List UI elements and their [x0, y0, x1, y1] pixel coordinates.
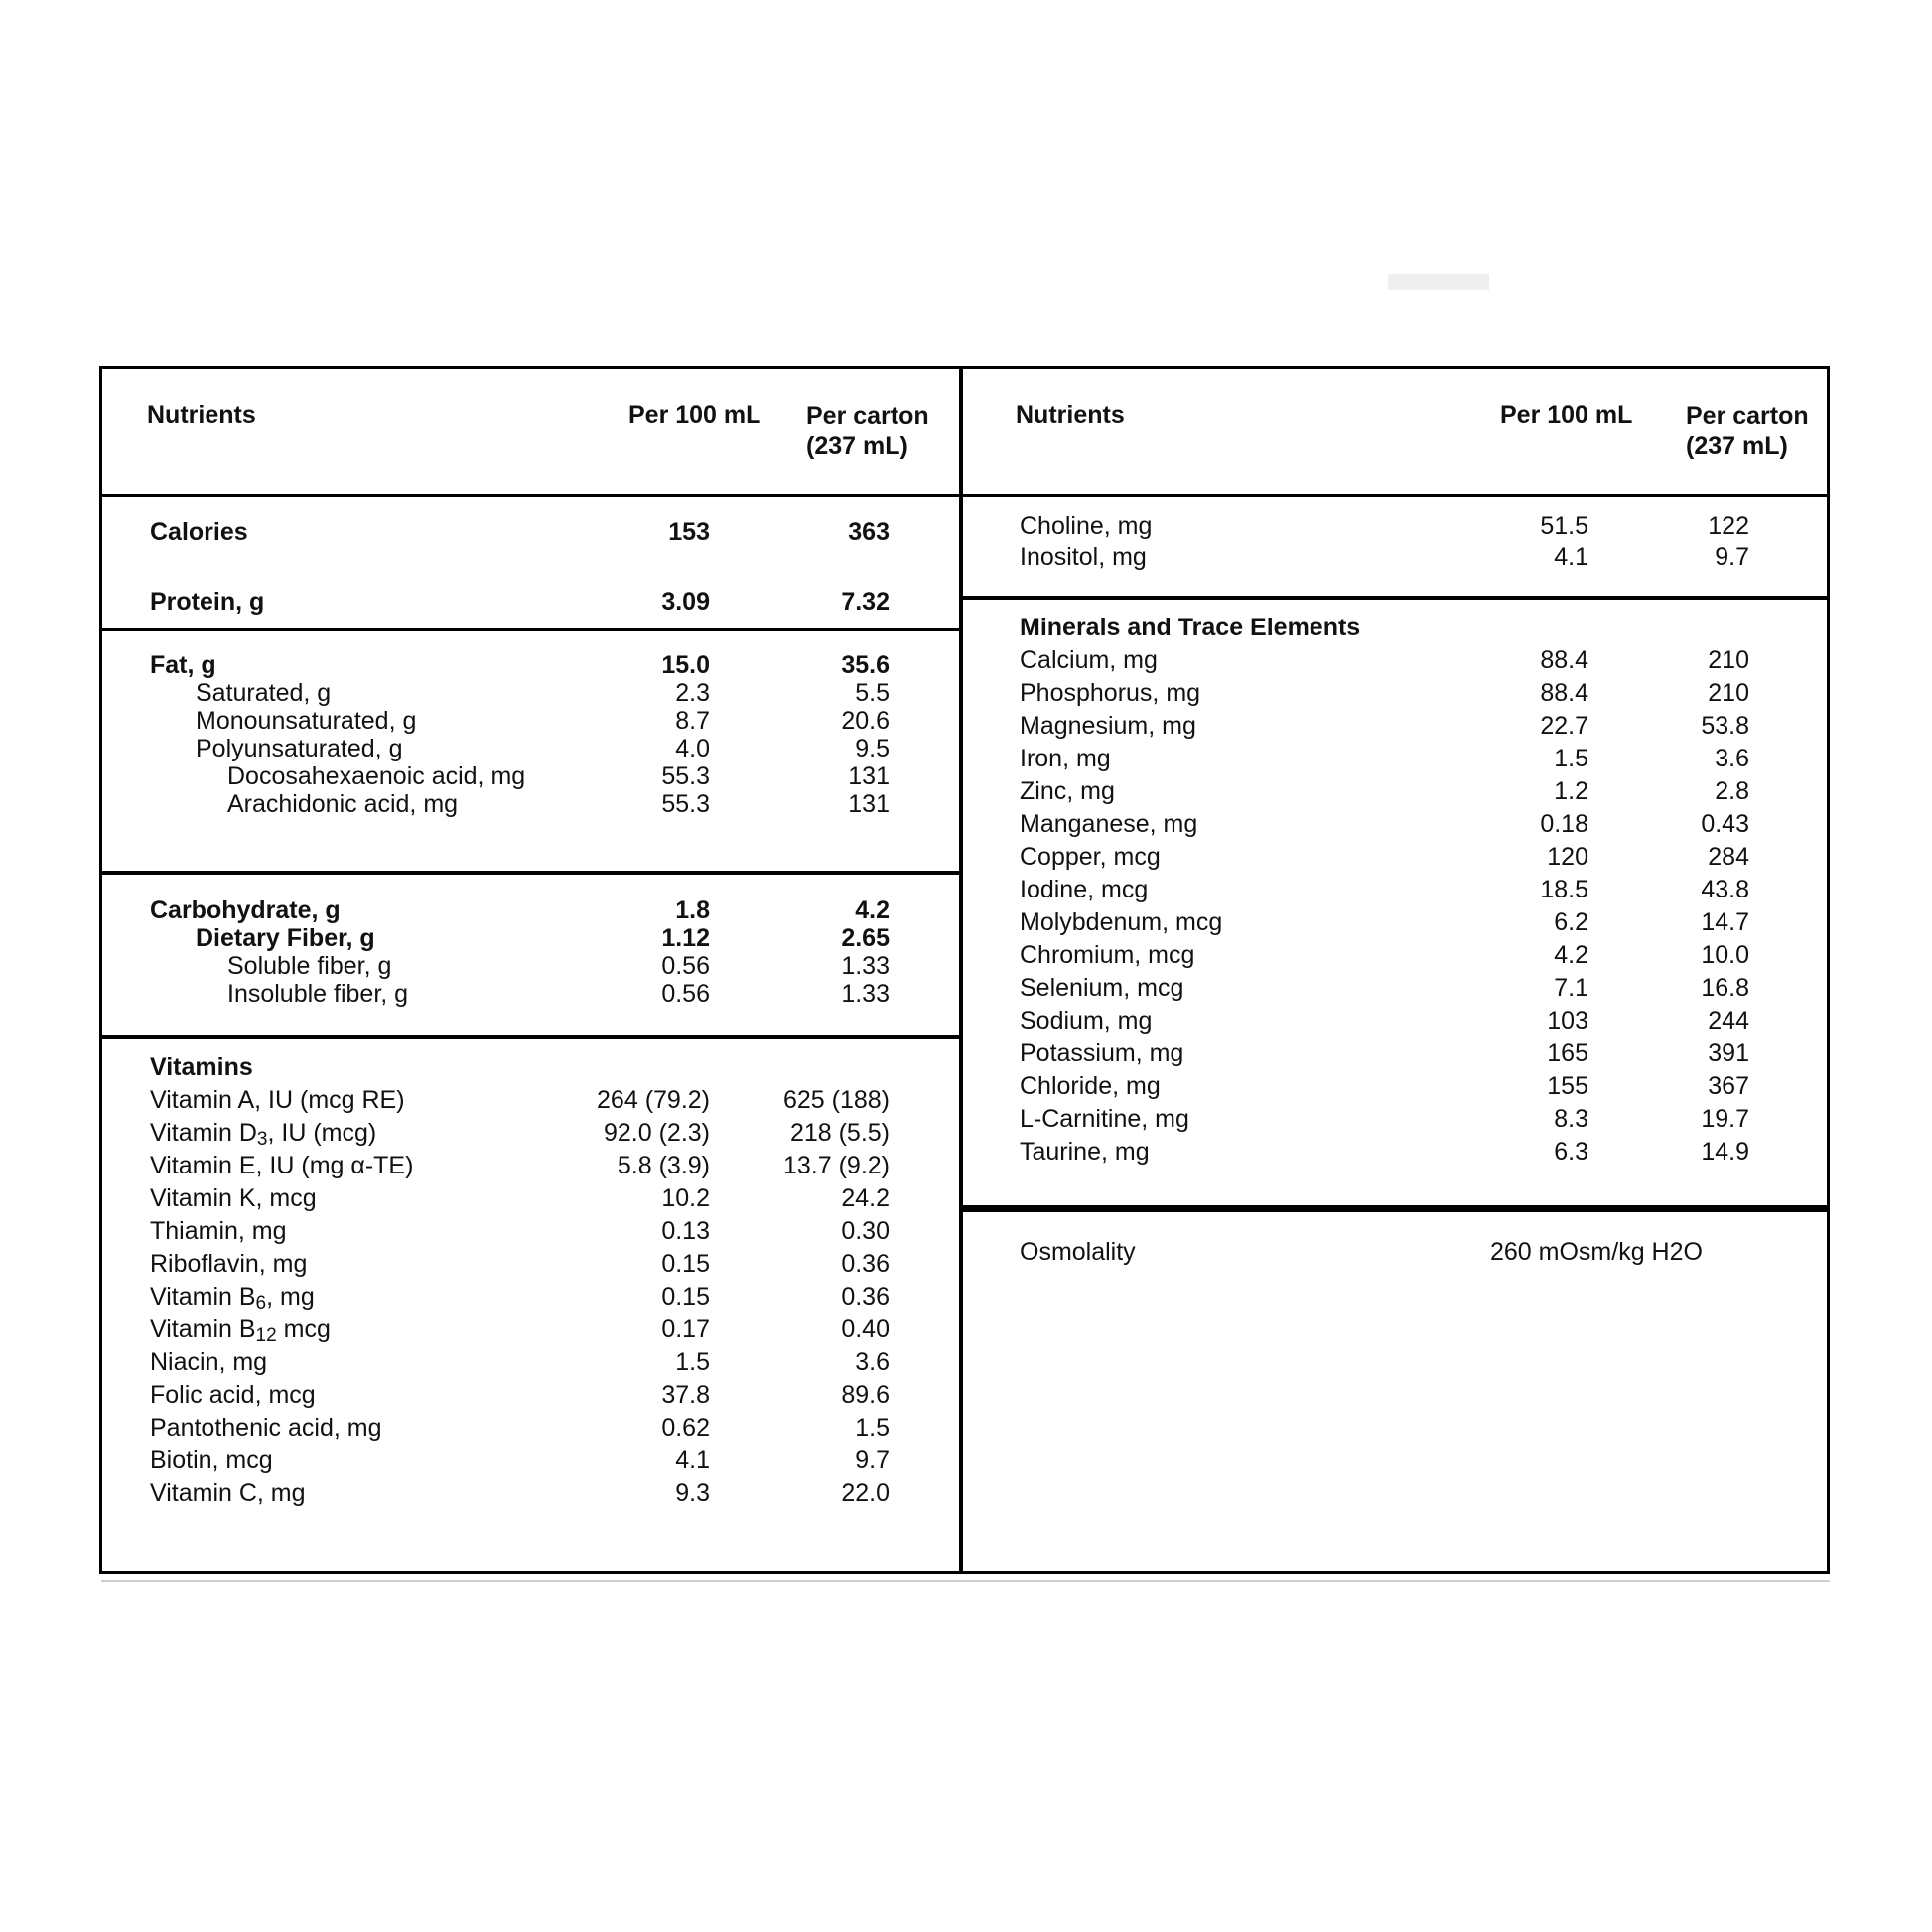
per-carton-value: 244: [1708, 1007, 1749, 1035]
per-100ml-value: 6.2: [1554, 908, 1588, 936]
nutrient-label: Vitamin A, IU (mcg RE): [150, 1086, 405, 1114]
per-carton-value: 3.6: [855, 1348, 890, 1376]
per-100ml-value: 1.2: [1554, 777, 1588, 805]
nutrient-label: Calcium, mg: [1020, 646, 1158, 674]
per-100ml-value: 15.0: [661, 651, 710, 679]
right-header-row: [963, 369, 1827, 497]
nutrient-label: Docosahexaenoic acid, mg: [227, 762, 526, 790]
section-minerals: [963, 600, 1827, 1212]
per-carton-value: 210: [1708, 679, 1749, 707]
per-carton-value: 210: [1708, 646, 1749, 674]
nutrient-row: [102, 517, 959, 547]
column-header-per-carton: [806, 401, 929, 461]
nutrient-row: [102, 707, 959, 735]
nutrient-row: [102, 1281, 959, 1313]
per-carton-value: 9.7: [855, 1447, 890, 1474]
nutrient-row: [963, 1136, 1827, 1169]
per-100ml-value: 264 (79.2): [597, 1086, 710, 1114]
per-carton-value: 10.0: [1701, 941, 1749, 969]
per-100ml-value: 165: [1547, 1039, 1588, 1067]
nutrient-row: [963, 644, 1827, 677]
column-header-per-carton: [1686, 401, 1809, 461]
per-carton-value: 122: [1708, 512, 1749, 540]
per-carton-value: 391: [1708, 1039, 1749, 1067]
per-100ml-value: 4.1: [675, 1447, 710, 1474]
nutrient-label: Pantothenic acid, mg: [150, 1414, 382, 1442]
nutrient-row: [963, 1005, 1827, 1037]
per-carton-value: 1.33: [841, 952, 890, 980]
nutrient-row: [963, 775, 1827, 808]
nutrient-label: Manganese, mg: [1020, 810, 1198, 838]
per-100ml-value: 8.3: [1554, 1105, 1588, 1133]
nutrient-row: [102, 790, 959, 818]
per-100ml-value: 0.15: [661, 1283, 710, 1311]
per-100ml-value: 6.3: [1554, 1138, 1588, 1166]
per-carton-value: 9.7: [1715, 543, 1749, 571]
per-100ml-value: 120: [1547, 843, 1588, 871]
nutrient-label: Vitamin D3, IU (mcg): [150, 1119, 377, 1150]
section-fat: [102, 631, 959, 875]
nutrient-row: [102, 924, 959, 952]
per-100ml-value: 4.0: [675, 735, 710, 762]
per-carton-value: 14.9: [1701, 1138, 1749, 1166]
nutrient-row: [102, 897, 959, 924]
per-100ml-value: 4.1: [1554, 543, 1588, 571]
nutrient-label: Soluble fiber, g: [227, 952, 392, 980]
column-header-per-100ml: Per 100 mL: [1500, 401, 1633, 429]
nutrient-label: Vitamin C, mg: [150, 1479, 306, 1507]
per-carton-value: 20.6: [841, 707, 890, 735]
nutrient-label: Osmolality: [1020, 1238, 1136, 1266]
per-carton-value: 16.8: [1701, 974, 1749, 1002]
per-carton-value: 9.5: [855, 735, 890, 762]
osmolality-value: 260 mOsm/kg H2O: [1490, 1238, 1703, 1266]
nutrient-label: Chromium, mcg: [1020, 941, 1195, 969]
scan-artifact: [1388, 274, 1489, 290]
per-carton-volume: (237 mL): [806, 432, 908, 460]
nutrient-label: Vitamin E, IU (mg α-TE): [150, 1152, 414, 1179]
nutrient-row: [963, 808, 1827, 841]
section-choline: [963, 497, 1827, 600]
nutrient-row: [102, 1477, 959, 1510]
nutrient-row: [102, 1084, 959, 1117]
left-panel: [102, 369, 963, 1571]
section-osmolality: [963, 1212, 1827, 1269]
nutrient-label: Saturated, g: [196, 679, 332, 707]
nutrient-label: Phosphorus, mg: [1020, 679, 1201, 707]
nutrient-row: [102, 1412, 959, 1445]
nutrient-row: [102, 587, 959, 617]
subscript: 12: [255, 1325, 277, 1346]
nutrient-label: Thiamin, mg: [150, 1217, 287, 1245]
per-100ml-value: 0.62: [661, 1414, 710, 1442]
left-header-row: [102, 369, 959, 497]
per-carton-value: 0.43: [1701, 810, 1749, 838]
nutrient-row: [963, 841, 1827, 874]
nutrient-row: [102, 1379, 959, 1412]
nutrient-row: [102, 735, 959, 762]
nutrient-label: Molybdenum, mcg: [1020, 908, 1223, 936]
nutrient-label: Copper, mcg: [1020, 843, 1161, 871]
nutrient-label: Iron, mg: [1020, 745, 1111, 772]
nutrient-row: [963, 677, 1827, 710]
per-100ml-value: 153: [668, 517, 710, 546]
nutrient-label: Monounsaturated, g: [196, 707, 417, 735]
per-100ml-value: 0.17: [661, 1315, 710, 1343]
per-100ml-value: 3.09: [661, 587, 710, 616]
per-100ml-value: 1.12: [661, 924, 710, 952]
per-100ml-value: 10.2: [661, 1184, 710, 1212]
per-100ml-value: 155: [1547, 1072, 1588, 1100]
nutrient-row: [102, 980, 959, 1008]
subscript: 3: [256, 1129, 268, 1150]
nutrient-row: [102, 1445, 959, 1477]
per-carton-value: 2.8: [1715, 777, 1749, 805]
nutrient-label: Sodium, mg: [1020, 1007, 1153, 1035]
per-100ml-value: 1.5: [675, 1348, 710, 1376]
nutrient-row: [102, 651, 959, 679]
per-100ml-value: 2.3: [675, 679, 710, 707]
per-carton-value: 625 (188): [782, 1086, 890, 1114]
nutrient-row: [963, 1037, 1827, 1070]
per-100ml-value: 18.5: [1540, 876, 1588, 903]
per-100ml-value: 5.8 (3.9): [617, 1152, 710, 1179]
per-carton-value: 43.8: [1701, 876, 1749, 903]
per-100ml-value: 0.15: [661, 1250, 710, 1278]
right-panel: [963, 369, 1827, 1571]
per-carton-value: 1.5: [855, 1414, 890, 1442]
per-carton-value: 363: [848, 517, 890, 546]
per-100ml-value: 1.8: [675, 897, 710, 924]
nutrient-label: Choline, mg: [1020, 512, 1153, 540]
nutrient-row: [963, 542, 1827, 573]
per-carton-value: 1.33: [841, 980, 890, 1008]
per-carton-value: 22.0: [841, 1479, 890, 1507]
per-carton-label: Per carton: [1686, 402, 1809, 430]
nutrient-row: [963, 743, 1827, 775]
nutrient-row: [963, 906, 1827, 939]
nutrient-label: Biotin, mcg: [150, 1447, 273, 1474]
nutrient-label: Calories: [150, 517, 248, 546]
nutrition-facts-table: [99, 366, 1830, 1574]
section-carbohydrate: [102, 875, 959, 1039]
nutrient-label: Riboflavin, mg: [150, 1250, 308, 1278]
per-carton-value: 0.30: [841, 1217, 890, 1245]
per-100ml-value: 103: [1547, 1007, 1588, 1035]
per-100ml-value: 7.1: [1554, 974, 1588, 1002]
nutrient-row: [963, 1103, 1827, 1136]
nutrient-row: [102, 1248, 959, 1281]
per-100ml-value: 8.7: [675, 707, 710, 735]
per-carton-value: 0.36: [841, 1250, 890, 1278]
nutrient-row: [102, 762, 959, 790]
section-vitamins: [102, 1039, 959, 1510]
nutrient-label: Polyunsaturated, g: [196, 735, 403, 762]
column-header-nutrients: Nutrients: [1016, 401, 1125, 429]
nutrient-label: Niacin, mg: [150, 1348, 268, 1376]
nutrient-label: Zinc, mg: [1020, 777, 1115, 805]
nutrient-label: Vitamin B6, mg: [150, 1283, 315, 1313]
per-100ml-value: 37.8: [661, 1381, 710, 1409]
nutrient-label: Iodine, mcg: [1020, 876, 1149, 903]
nutrient-label: Taurine, mg: [1020, 1138, 1150, 1166]
nutrient-row: [963, 939, 1827, 972]
per-100ml-value: 88.4: [1540, 679, 1588, 707]
per-carton-value: 7.32: [841, 587, 890, 616]
nutrient-label: Chloride, mg: [1020, 1072, 1161, 1100]
per-carton-value: 131: [848, 762, 890, 790]
per-100ml-value: 1.5: [1554, 745, 1588, 772]
nutrient-label: Vitamin B12 mcg: [150, 1315, 331, 1346]
per-100ml-value: 51.5: [1540, 512, 1588, 540]
nutrient-row: [102, 1117, 959, 1150]
per-carton-value: 284: [1708, 843, 1749, 871]
nutrient-label: Insoluble fiber, g: [227, 980, 409, 1008]
per-100ml-value: 9.3: [675, 1479, 710, 1507]
per-carton-value: 2.65: [841, 924, 890, 952]
nutrient-label: Inositol, mg: [1020, 543, 1147, 571]
nutrient-row: [102, 1150, 959, 1182]
per-100ml-value: 88.4: [1540, 646, 1588, 674]
per-carton-value: 367: [1708, 1072, 1749, 1100]
nutrient-row: [963, 874, 1827, 906]
per-carton-value: 14.7: [1701, 908, 1749, 936]
per-100ml-value: 0.13: [661, 1217, 710, 1245]
nutrient-label: Folic acid, mcg: [150, 1381, 316, 1409]
per-carton-value: 35.6: [841, 651, 890, 679]
nutrient-label: Fat, g: [150, 651, 216, 679]
scan-bottom-echo: [101, 1580, 1830, 1582]
per-carton-value: 19.7: [1701, 1105, 1749, 1133]
per-carton-value: 5.5: [855, 679, 890, 707]
per-carton-value: 24.2: [841, 1184, 890, 1212]
per-carton-label: Per carton: [806, 402, 929, 430]
per-100ml-value: 0.18: [1540, 810, 1588, 838]
per-carton-value: 89.6: [841, 1381, 890, 1409]
per-100ml-value: 0.56: [661, 952, 710, 980]
nutrient-label: Selenium, mcg: [1020, 974, 1184, 1002]
nutrient-label: Protein, g: [150, 587, 265, 616]
per-100ml-value: 55.3: [661, 762, 710, 790]
per-100ml-value: 0.56: [661, 980, 710, 1008]
nutrient-row: [963, 710, 1827, 743]
subscript: 6: [255, 1293, 267, 1313]
nutrient-label: L-Carnitine, mg: [1020, 1105, 1189, 1133]
nutrient-label: Carbohydrate, g: [150, 897, 341, 924]
nutrient-row: [102, 952, 959, 980]
column-header-per-100ml: Per 100 mL: [628, 401, 761, 429]
per-carton-value: 3.6: [1715, 745, 1749, 772]
nutrient-label: Magnesium, mg: [1020, 712, 1196, 740]
per-carton-value: 0.36: [841, 1283, 890, 1311]
per-carton-value: 0.40: [841, 1315, 890, 1343]
per-carton-volume: (237 mL): [1686, 432, 1788, 460]
per-carton-value: 131: [848, 790, 890, 818]
nutrient-row: [963, 1070, 1827, 1103]
nutrient-row: [963, 972, 1827, 1005]
nutrient-label: Vitamins: [150, 1053, 253, 1081]
per-100ml-value: 92.0 (2.3): [603, 1119, 710, 1147]
nutrient-row: [102, 1215, 959, 1248]
per-100ml-value: 55.3: [661, 790, 710, 818]
nutrient-row: [102, 1346, 959, 1379]
nutrient-label: Dietary Fiber, g: [196, 924, 375, 952]
nutrient-label: Potassium, mg: [1020, 1039, 1184, 1067]
section-heading-row: [963, 612, 1827, 644]
per-carton-value: 13.7 (9.2): [782, 1152, 890, 1179]
nutrient-row: [963, 1236, 1827, 1269]
column-header-nutrients: Nutrients: [147, 401, 256, 429]
per-100ml-value: 22.7: [1540, 712, 1588, 740]
section-energy: [102, 497, 959, 631]
nutrient-row: [102, 1313, 959, 1346]
nutrient-label: Arachidonic acid, mg: [227, 790, 459, 818]
per-carton-value: 218 (5.5): [789, 1119, 890, 1147]
per-100ml-value: 4.2: [1554, 941, 1588, 969]
nutrient-row: [963, 511, 1827, 542]
nutrient-label: Minerals and Trace Elements: [1020, 614, 1361, 641]
nutrient-label: Vitamin K, mcg: [150, 1184, 317, 1212]
per-carton-value: 4.2: [855, 897, 890, 924]
nutrient-row: [102, 1182, 959, 1215]
per-carton-value: 53.8: [1701, 712, 1749, 740]
nutrient-row: [102, 679, 959, 707]
section-heading-row: [102, 1051, 959, 1084]
